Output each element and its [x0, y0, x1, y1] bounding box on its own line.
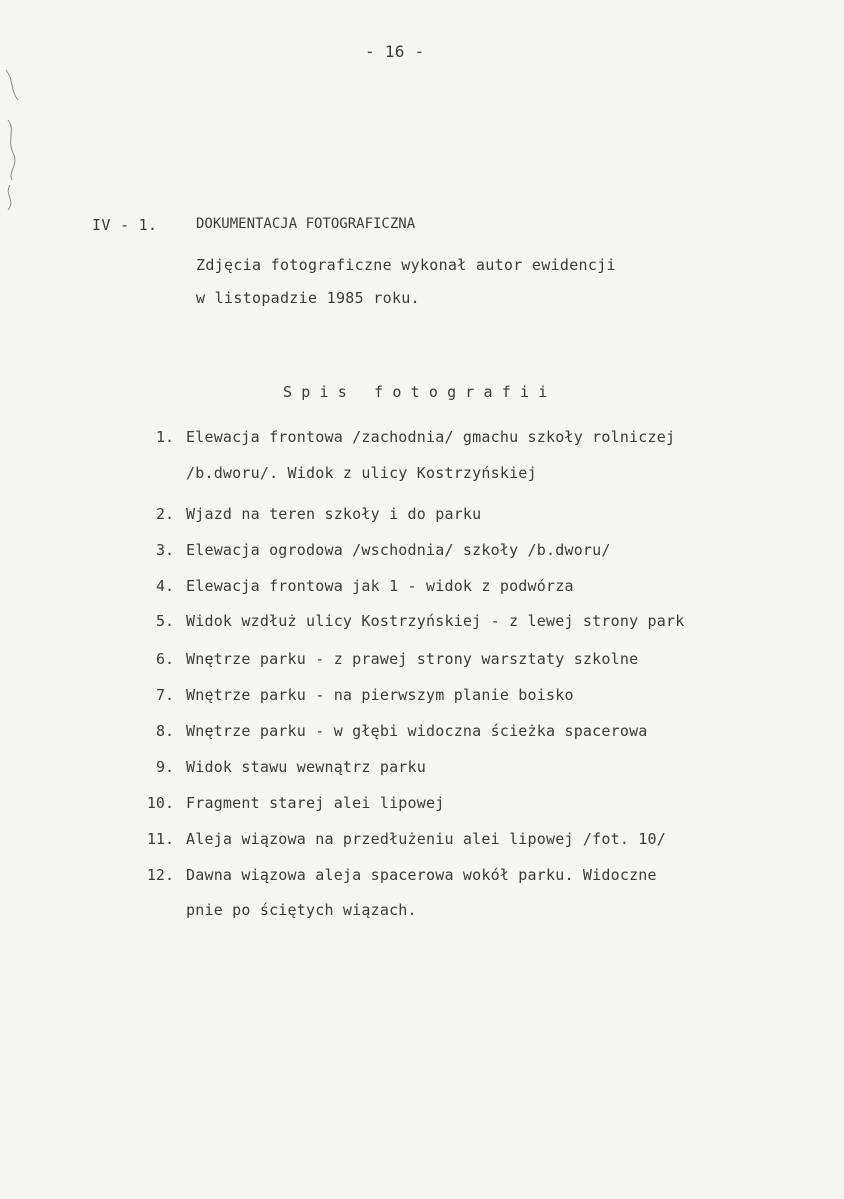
list-item-text: Elewacja ogrodowa /wschodnia/ szkoły /b.dworu/ — [186, 541, 611, 559]
page-number: - 16 - — [365, 42, 425, 61]
list-item-text: Elewacja frontowa /zachodnia/ gmachu szkoły rolniczej — [186, 428, 676, 446]
list-item-number: 2. — [155, 505, 174, 523]
list-item-text: Fragment starej alei lipowej — [186, 794, 445, 812]
list-item — [0, 758, 844, 792]
list-item — [0, 612, 844, 646]
list-item-number: 5. — [155, 612, 174, 630]
list-item-text: Wnętrze parku - z prawej strony warsztaty szkolne — [186, 650, 639, 668]
list-item — [0, 722, 844, 756]
list-item-number: 4. — [155, 577, 174, 595]
margin-handwriting — [0, 60, 40, 220]
list-item-text: Wnętrze parku - na pierwszym planie boisko — [186, 686, 574, 704]
list-item-text: /b.dworu/. Widok z ulicy Kostrzyńskiej — [186, 464, 537, 482]
list-item-number: 11. — [146, 830, 174, 848]
list-item — [0, 428, 844, 482]
list-item-text: Wnętrze parku - w głębi widoczna ścieżka spacerowa — [186, 722, 648, 740]
list-item-number: 1. — [155, 428, 174, 446]
list-item — [0, 866, 844, 919]
list-item — [0, 830, 844, 864]
list-item — [0, 577, 844, 611]
list-title: Spis fotografii — [283, 383, 557, 401]
list-item — [0, 541, 844, 575]
list-item-number: 6. — [155, 650, 174, 668]
list-item-text: Dawna wiązowa aleja spacerowa wokół parku. Widoczne — [186, 866, 657, 884]
intro-line-1: Zdjęcia fotograficzne wykonał autor ewidencji — [196, 256, 616, 274]
list-item-number: 9. — [155, 758, 174, 776]
list-item-number: 8. — [155, 722, 174, 740]
list-item-text: pnie po ściętych wiązach. — [186, 901, 417, 919]
list-item — [0, 505, 844, 539]
section-title: DOKUMENTACJA FOTOGRAFICZNA — [196, 216, 416, 232]
list-item-text: Wjazd na teren szkoły i do parku — [186, 505, 482, 523]
list-item-number: 10. — [146, 794, 174, 812]
list-item-text: Widok stawu wewnątrz parku — [186, 758, 426, 776]
list-item — [0, 686, 844, 720]
list-item-text: Elewacja frontowa jak 1 - widok z podwórza — [186, 577, 574, 595]
list-item — [0, 650, 844, 684]
list-item-number: 12. — [146, 866, 174, 884]
intro-line-2: w listopadzie 1985 roku. — [196, 289, 420, 307]
list-item-text: Aleja wiązowa na przedłużeniu alei lipowej /fot. 10/ — [186, 830, 666, 848]
list-item-text: Widok wzdłuż ulicy Kostrzyńskiej - z lewej strony park — [186, 612, 685, 630]
list-item — [0, 794, 844, 828]
list-item-number: 3. — [155, 541, 174, 559]
section-number: IV - 1. — [92, 216, 158, 234]
list-item-number: 7. — [155, 686, 174, 704]
